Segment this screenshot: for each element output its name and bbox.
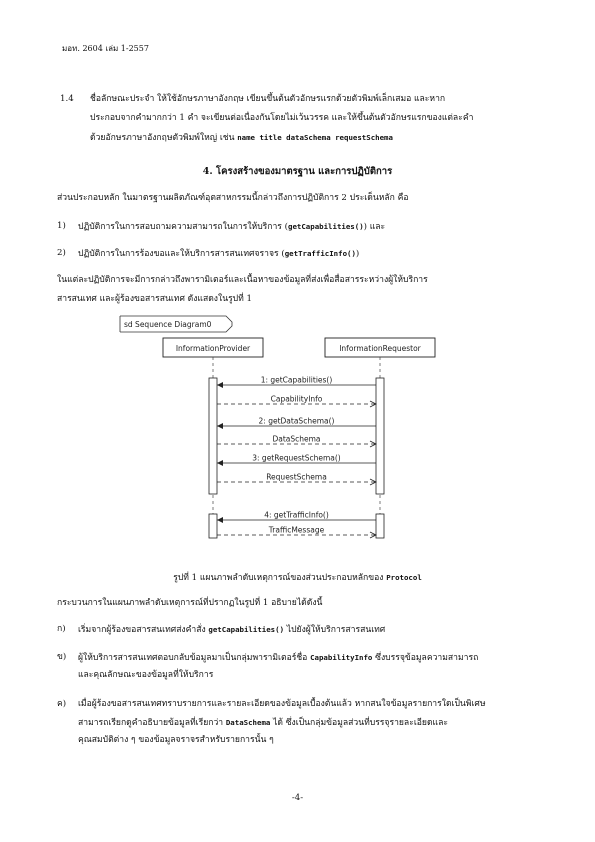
message-arrowhead-1 xyxy=(217,382,223,388)
item-c-text: สามารถเรียกดูคำอธิบายข้อมูลที่เรียกว่า xyxy=(78,718,224,728)
item-a-code: getCapabilities() xyxy=(208,625,285,634)
item-b-code: CapabilityInfo xyxy=(310,653,373,662)
message-arrowhead-7 xyxy=(217,517,223,523)
intro-paragraph: ส่วนประกอบหลัก ในมาตรฐานผลิตภัณฑ์อุตสาหกรรมนี้กล่าวถึงการปฏิบัติการ 2 ประเด็นหลัก คือ xyxy=(57,193,409,203)
message-label-3: 2: getDataSchema() xyxy=(258,416,335,426)
diagram-frame-label: sd Sequence Diagram0 xyxy=(124,320,212,329)
lifeline-provider-label: InformationProvider xyxy=(175,344,251,353)
message-arrowhead-5 xyxy=(217,460,223,466)
item-b-suffix: ซึ่งบรรจุข้อมูลความสามารถ xyxy=(375,653,479,663)
item-a-text: เริ่มจากผู้ร้องขอสารสนเทศส่งคำสั่ง xyxy=(78,625,206,635)
operation-1-code: getCapabilities() xyxy=(288,222,364,231)
item-a-line-1 xyxy=(78,622,548,638)
section-heading: 4. โครงสร้างของมาตรฐาน และการปฏิบัติการ xyxy=(202,166,393,177)
clause-line-3-text: ด้วยอักษรภาษาอังกฤษตัวพิมพ์ใหญ่ เช่น xyxy=(90,133,235,143)
item-c-line-3: คุณสมบัติต่าง ๆ ของข้อมูลจราจรสำหรับรายการนั้น ๆ xyxy=(78,735,274,745)
message-label-2: CapabilityInfo xyxy=(270,394,323,404)
item-a-suffix: ไปยังผู้ให้บริการสารสนเทศ xyxy=(286,625,386,635)
page-number: -4- xyxy=(291,793,304,803)
figure-caption xyxy=(0,570,595,584)
operation-2-text: ปฏิบัติการในการร้องขอและให้บริการสารสนเทศจราจร ( xyxy=(78,249,285,259)
document-id: มอท. 2604 เล่ม 1-2557 xyxy=(62,44,149,53)
message-label-4: DataSchema xyxy=(272,434,321,444)
message-label-7: 4: getTrafficInfo() xyxy=(264,510,329,520)
item-c-suffix: ได้ ซึ่งเป็นกลุ่มข้อมูลส่วนที่บรรจุรายละเอียดและ xyxy=(273,718,448,728)
message-arrowhead-3 xyxy=(217,423,223,429)
clause-number: 1.4 xyxy=(60,94,74,104)
item-c-line-2 xyxy=(78,715,548,731)
operation-2-code: getTrafficInfo() xyxy=(284,249,356,258)
operation-2-suffix: ) xyxy=(355,249,360,259)
message-label-6: RequestSchema xyxy=(266,472,327,482)
paragraph-2: กระบวนการในแผนภาพลำดับเหตุการณ์ที่ปรากฏในรูปที่ 1 อธิบายได้ดังนี้ xyxy=(57,598,323,608)
message-label-5: 3: getRequestSchema() xyxy=(252,453,341,463)
paragraph-1-line-1: ในแต่ละปฏิบัติการจะมีการกล่าวถึงพารามิเตอร์และเนื้อหาของข้อมูลที่ส่งเพื่อสื่อสารระหว่างผู้ให้บริการ xyxy=(57,275,428,285)
activation-provider-2 xyxy=(209,514,217,538)
message-label-8: TrafficMessage xyxy=(268,525,325,535)
activation-requestor-2 xyxy=(376,514,384,538)
figure-caption-protocol: Protocol xyxy=(386,573,422,582)
item-a-number: ก) xyxy=(57,624,66,634)
clause-example-code: name title dataSchema requestSchema xyxy=(237,133,393,142)
clause-line-2: ประกอบจากคำมากกว่า 1 คำ จะเขียนต่อเนื่องกันโดยไม่เว้นวรรค และให้ขึ้นต้นตัวอักษรแรกของแต่ละคำ xyxy=(90,113,474,123)
item-c-number: ค) xyxy=(57,699,67,709)
operation-1-suffix: ) และ xyxy=(363,222,386,232)
item-b-line-1 xyxy=(78,650,548,666)
item-b-text: ผู้ให้บริการสารสนเทศตอบกลับข้อมูลมาเป็นกลุ่มพารามิเตอร์ชื่อ xyxy=(78,653,308,663)
paragraph-1-line-2: สารสนเทศ และผู้ร้องขอสารสนเทศ ดังแสดงในรูปที่ 1 xyxy=(57,294,253,304)
item-b-number: ข) xyxy=(57,652,67,662)
figure-caption-text: รูปที่ 1 แผนภาพลำดับเหตุการณ์ของส่วนประกอบหลักของ xyxy=(173,573,384,583)
lifeline-requestor-label: InformationRequestor xyxy=(339,344,421,353)
operation-1-text: ปฏิบัติการในการสอบถามความสามารถในการให้บริการ ( xyxy=(78,222,288,232)
item-c-line-1: เมื่อผู้ร้องขอสารสนเทศทราบรายการและรายละเอียดของข้อมูลเบื้องต้นแล้ว หากสนใจข้อมูลรายการใดเป็นพิเศษ xyxy=(78,699,486,709)
message-label-1: 1: getCapabilities() xyxy=(260,375,333,385)
activation-provider-1 xyxy=(209,378,217,494)
clause-line-1: ชื่อลักษณะประจำ ให้ใช้อักษรภาษาอังกฤษ เขียนขึ้นต้นตัวอักษรแรกด้วยตัวพิมพ์เล็กเสมอ และหาก xyxy=(90,94,446,104)
operation-2-number: 2) xyxy=(57,248,66,258)
activation-requestor-1 xyxy=(376,378,384,494)
operation-1-number: 1) xyxy=(57,221,66,231)
item-b-line-2: และคุณลักษณะของข้อมูลที่ให้บริการ xyxy=(78,670,214,680)
item-c-code: DataSchema xyxy=(225,718,271,727)
